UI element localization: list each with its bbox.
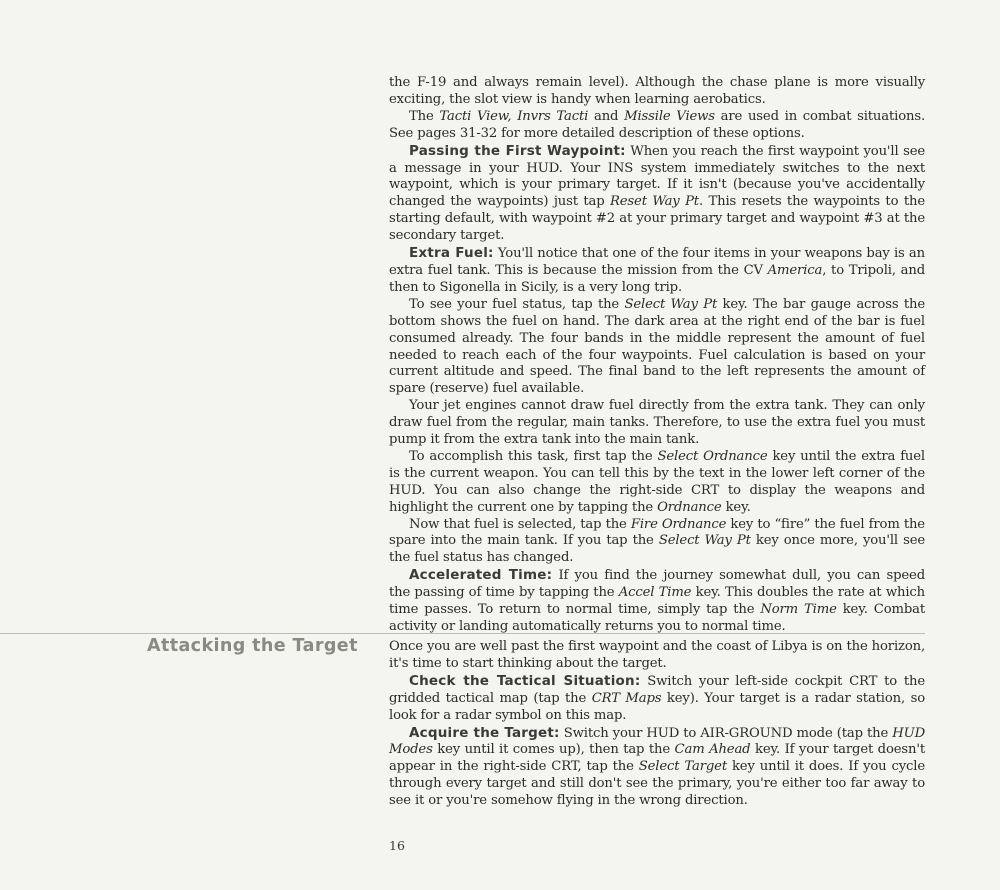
text-run: key. The bar gauge across the bottom shows the fuel on hand. The dark area at the right end of the bar is fuel consumed already. The four bands in the middle represent the amount of fuel needed to reach each of the four waypoints. Fuel calculation is based on your current altitude and speed. The final band to the left represents the amount of spare (reserve) fuel available. <box>389 296 925 397</box>
key-name: Select Way Pt <box>624 296 718 312</box>
key-name: Reset Way Pt <box>610 194 699 210</box>
paragraph <box>389 673 925 725</box>
text-run: and <box>588 108 625 124</box>
run-in-heading: Accelerated Time: <box>409 567 553 584</box>
paragraph <box>389 567 925 636</box>
text-run: Once you are well past the first waypoint and the coast of Libya is on the horizon, it's time to start thinking about the target. <box>389 639 925 671</box>
paragraph <box>389 75 925 109</box>
text-run: Switch your HUD to AIR-GROUND mode (tap the <box>559 725 893 741</box>
section-heading: Attacking the Target <box>147 636 358 656</box>
text-run: key. <box>721 499 751 515</box>
key-name: Select Target <box>638 759 727 775</box>
text-run: . This resets the waypoints to the starting default, with waypoint #2 at your primary target and waypoint #3 at the secondary target. <box>389 194 925 244</box>
text-run: are used in combat situations. See pages 31-32 for more detailed description of these options. <box>389 108 925 141</box>
key-name: Cam Ahead <box>674 742 751 758</box>
text-run: Switch your left-side cockpit CRT to the gridded tactical map (tap the <box>389 673 925 706</box>
key-name: Tacti View, Invrs Tacti <box>439 108 589 124</box>
section-divider <box>0 633 925 634</box>
text-run: Your jet engines cannot draw fuel directly from the extra tank. They can only draw fuel from the regular, main tanks. Therefore, to use the extra fuel you must pump it from the extra tank into the main tank. <box>389 398 925 448</box>
text-run: key until it comes up), then tap the <box>432 742 675 758</box>
key-name: Fire Ordnance <box>630 516 727 532</box>
text-run: To see your fuel status, tap the <box>409 296 625 312</box>
text-run: key. Combat activity or landing automatically returns you to normal time. <box>389 602 925 634</box>
text-run: the F-19 and always remain level). Although the chase plane is more visually exciting, the slot view is handy when learning aerobatics. <box>389 75 925 107</box>
text-run: key until it does. If you cycle through every target and still don't see the primary, you're either too far away to see it or you're somehow flying in the wrong direction. <box>389 759 925 809</box>
text-run: , to Tripoli, and then to Sigonella in Sicily, is a very long trip. <box>389 262 925 295</box>
body-text-upper <box>389 75 925 636</box>
paragraph <box>389 109 925 143</box>
paragraph <box>389 245 925 297</box>
text-run: You'll notice that one of the four items in your weapons bay is an extra fuel tank. This is because the mission from the CV <box>389 246 925 278</box>
text-run: key. If your target doesn't appear in the right-side CRT, tap the <box>389 742 925 775</box>
paragraph <box>389 143 925 245</box>
paragraph <box>389 639 925 673</box>
key-name: CRT Maps <box>591 690 662 706</box>
key-name: Select Ordnance <box>657 448 768 464</box>
text-run: key to “fire” the fuel from the spare into the main tank. If you tap the <box>389 516 925 549</box>
body-text-lower <box>389 639 925 810</box>
key-name: Missile Views <box>624 108 715 124</box>
run-in-heading: Check the Tactical Situation: <box>409 672 641 689</box>
text-run: key). Your target is a radar station, so look for a radar symbol on this map. <box>389 690 925 723</box>
text-run: When you reach the first waypoint you'll see a message in your HUD. Your INS system immediately switches to the next waypoint, which is your primary target. If it isn't (because you've accidentally changed the waypoints) just tap <box>389 143 925 210</box>
paragraph <box>389 449 925 517</box>
text-run: Now that fuel is selected, tap the <box>409 516 631 532</box>
key-name: Select Way Pt <box>658 533 751 549</box>
text-run: If you find the journey somewhat dull, you can speed the passing of time by tapping the <box>389 568 925 601</box>
key-name: Ordnance <box>657 499 722 515</box>
run-in-heading: Acquire the Target: <box>409 724 560 741</box>
paragraph <box>389 725 925 811</box>
key-name: Norm Time <box>760 602 837 618</box>
key-name: HUD Modes <box>389 725 925 758</box>
text-run: To accomplish this task, first tap the <box>409 448 658 464</box>
paragraph <box>389 517 925 568</box>
key-name: Accel Time <box>618 585 692 601</box>
key-name: America <box>767 262 823 278</box>
text-run: key until the extra fuel is the current weapon. You can tell this by the text in the lower left corner of the HUD. You can also change the right-side CRT to display the weapons and highlight the current one by tapping the <box>389 448 925 515</box>
paragraph <box>389 297 925 398</box>
page-number: 16 <box>389 838 405 853</box>
run-in-heading: Extra Fuel: <box>409 245 494 262</box>
run-in-heading: Passing the First Waypoint: <box>409 142 626 159</box>
text-run: The <box>409 108 440 124</box>
text-run: key. This doubles the rate at which time passes. To return to normal time, simply tap the <box>389 585 925 618</box>
text-run: key once more, you'll see the fuel status has changed. <box>389 533 925 566</box>
paragraph <box>389 398 925 449</box>
